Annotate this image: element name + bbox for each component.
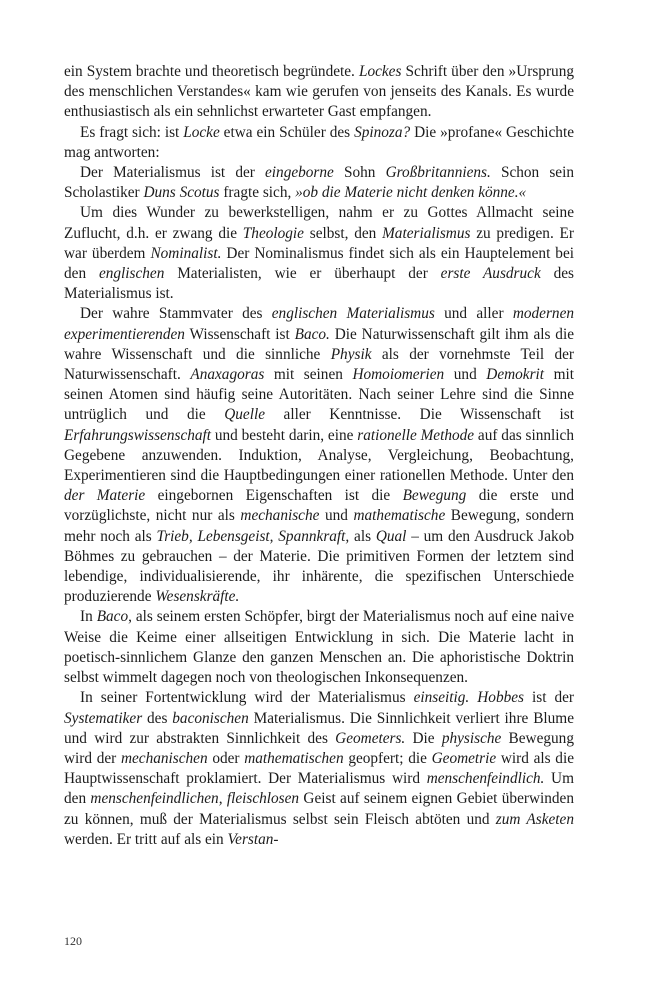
text-run: mit seinen — [264, 366, 353, 384]
page-body — [64, 62, 574, 850]
emphasis-text: Nominalist. — [150, 244, 222, 262]
emphasis-text: der Materie — [64, 487, 146, 505]
text-run: eingebornen Eigenschaften ist die — [145, 487, 403, 505]
emphasis-text: Baco — [96, 608, 129, 626]
text-run: Der Materialismus ist der — [80, 164, 265, 182]
text-run: des Materialismus ist. — [64, 265, 574, 303]
text-run: als der vornehmste Teil der Naturwissenschaft. — [64, 345, 574, 384]
text-run: und besteht darin, eine — [211, 426, 358, 444]
paragraph — [64, 304, 574, 607]
text-run: Um den — [64, 770, 574, 808]
text-run: Materialismus. Die Sinnlichkeit verliert ihre Blume und wird zur abstrakten Sinnlichkeit des — [64, 709, 574, 747]
text-run: Bewegung wird der — [64, 729, 574, 767]
paragraph — [64, 163, 574, 203]
text-run: Sohn — [333, 164, 386, 182]
text-run: Materialisten, wie er überhaupt der — [164, 265, 441, 283]
emphasis-text: menschenfeindlichen, fleischlosen — [90, 790, 300, 808]
emphasis-text: Erfahrungswissenschaft — [64, 426, 212, 444]
emphasis-text: Verstan- — [227, 830, 279, 848]
emphasis-text: Wesenskräfte. — [155, 588, 240, 606]
paragraph — [64, 688, 574, 850]
emphasis-text: Theologie — [242, 224, 304, 242]
emphasis-text: Locke — [183, 123, 220, 141]
emphasis-text: einseitig. Hobbes — [413, 689, 524, 707]
emphasis-text: Demokrit — [486, 366, 545, 384]
paragraph — [64, 607, 574, 688]
text-run: ein System brachte und theoretisch begründete. — [64, 63, 359, 80]
emphasis-text: rationelle Methode — [357, 426, 475, 444]
emphasis-text: Homoiomerien — [352, 366, 445, 384]
text-run: aller Kenntnisse. Die Wissenschaft ist — [264, 406, 574, 424]
text-run: selbst, den — [303, 224, 383, 242]
emphasis-text: Geometers. — [335, 729, 406, 747]
paragraph — [64, 203, 574, 304]
emphasis-text: Quelle — [224, 406, 265, 424]
text-run: Um dies Wunder zu bewerkstelligen, nahm er zu Gottes Allmacht seine Zuflucht, d.h. er zwang die — [64, 204, 574, 242]
text-run: Es fragt sich: ist — [80, 123, 184, 141]
text-run: Der wahre Stammvater des — [80, 305, 272, 323]
emphasis-text: erste Ausdruck — [440, 265, 541, 283]
emphasis-text: Bewegung — [402, 487, 467, 505]
emphasis-text: Großbritanniens. — [385, 164, 491, 182]
text-run: mit seinen Atomen sind häufig seine Autoritäten. Nach seiner Lehre sind die Sinne untrüglich und die — [64, 366, 574, 424]
text-run: In — [80, 608, 97, 626]
emphasis-text: menschenfeindlich. — [426, 770, 545, 788]
emphasis-text: baconischen — [172, 709, 249, 727]
text-run: als — [349, 527, 376, 545]
emphasis-text: englischen — [98, 265, 165, 283]
text-run: Die »profane« Geschichte mag antworten: — [64, 123, 574, 161]
text-run: des — [142, 709, 173, 727]
text-run: und aller — [434, 305, 513, 323]
text-run: Geist auf seinem eignen Gebiet überwinden zu können, muß der Materialismus selbst sein Fleisch abtöten und — [64, 790, 574, 828]
text-run: Bewegung, sondern mehr noch als — [64, 507, 575, 545]
emphasis-text: englischen Materialismus — [271, 305, 435, 323]
text-run: Die — [405, 729, 442, 747]
text-run: Der Nominalismus findet sich als ein Hauptelement bei den — [64, 244, 574, 283]
text-run: In seiner Fortentwicklung wird der Materialismus — [80, 689, 414, 707]
emphasis-text: Spinoza? — [354, 123, 411, 141]
emphasis-text: mathematischen — [244, 749, 344, 767]
text-run: etwa ein Schüler des — [219, 123, 355, 141]
emphasis-text: Qual — [375, 527, 407, 545]
emphasis-text: mechanischen — [120, 749, 208, 767]
emphasis-text: modernen experimentierenden — [64, 305, 575, 343]
text-run: – um den Ausdruck Jakob Böhmes zu gebrauchen – der Materie. Die primitiven Formen der letztem sind lebendige, individualisierende, ihr inhärente, die spezifischen Unterschiede produzierende — [64, 527, 574, 606]
text-run: und — [319, 507, 354, 525]
paragraph — [64, 62, 574, 123]
emphasis-text: mathematische — [353, 507, 446, 525]
page-number: 120 — [64, 934, 82, 948]
text-run: wird als die Hauptwissenschaft proklamiert. Der Materialismus wird — [64, 749, 574, 788]
text-run: , als seinem ersten Schöpfer, birgt der Materialismus noch auf eine naive Weise die Keime einer allseitigen Entwicklung in sich. Die Materie lacht in poetisch-sinnlichem Glanze den ganzen Menschen an. Die aphoristische Doktrin selbst wimmelt dagegen noch von theologischen Inkonsequenzen. — [64, 608, 574, 687]
text-run: Schon sein Scholastiker — [64, 164, 574, 202]
text-run: ist der — [523, 689, 574, 707]
text-run: Schrift über den »Ursprung des menschlichen Verstandes« kam wie gerufen von jenseits des Kanals. Es wurde enthusiastisch als ein sehnlichst erwarteter Gast empfangen. — [64, 63, 574, 121]
text-run: oder — [207, 749, 245, 767]
text-run: auf das sinnlich Gegebene anzuwenden. Induktion, Analyse, Vergleichung, Beobachtung, Experimentieren sind die Hauptbedingungen einer rationellen Methode. Unter den — [64, 426, 574, 485]
paragraph — [64, 123, 574, 163]
emphasis-text: physische — [441, 729, 502, 747]
text-run: zu predigen. Er war überdem — [64, 224, 574, 262]
text-run: die erste und vorzüglichste, nicht nur als — [64, 487, 575, 525]
text-run: werden. Er tritt auf als ein — [64, 830, 228, 848]
emphasis-text: Systematiker — [64, 709, 143, 727]
emphasis-text: eingeborne — [265, 164, 334, 182]
emphasis-text: Trieb, Lebensgeist, Spannkraft, — [156, 527, 350, 545]
emphasis-text: Baco. — [294, 325, 330, 343]
text-run: Die Naturwissenschaft gilt ihm als die wahre Wissenschaft und die sinnliche — [64, 325, 574, 363]
text-run: geopfert; die — [343, 749, 432, 767]
emphasis-text: mechanische — [240, 507, 320, 525]
emphasis-text: »ob die Materie nicht denken könne.« — [295, 184, 527, 202]
text-run: fragte sich, — [219, 184, 296, 202]
emphasis-text: zum Asketen — [495, 810, 574, 828]
emphasis-text: Duns Scotus — [143, 184, 220, 202]
emphasis-text: Materialismus — [382, 224, 471, 242]
emphasis-text: Physik — [330, 345, 372, 363]
emphasis-text: Lockes — [358, 63, 402, 80]
emphasis-text: Anaxagoras — [190, 366, 265, 384]
text-run: und — [444, 366, 487, 384]
text-run: Wissenschaft ist — [184, 325, 295, 343]
emphasis-text: Geometrie — [431, 749, 497, 767]
